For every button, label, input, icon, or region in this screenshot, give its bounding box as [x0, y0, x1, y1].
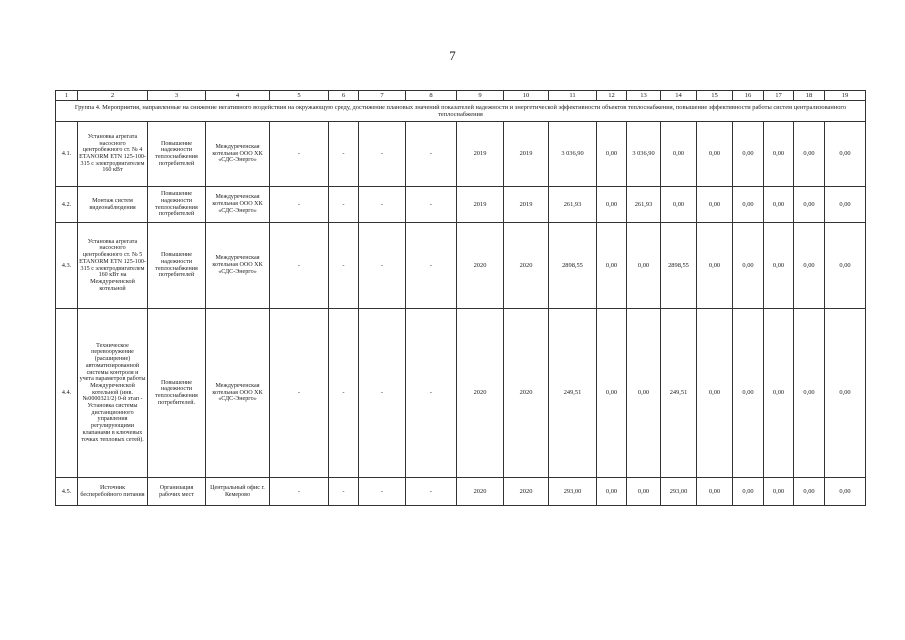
cell-c15: 0,00	[697, 223, 733, 309]
cell-measure: Техническое перевооружение (расширение) автоматизированной системы контроля и учета параметров работы Междуреченской котельной (инв. №0000321/2) 0-й этап - Установка системы дистанционного управления регулирующими клапанами в ключевых точках тепловых сетей).	[78, 309, 148, 478]
column-header: 12	[597, 91, 627, 101]
column-header: 19	[825, 91, 866, 101]
cell-c18: 0,00	[794, 223, 825, 309]
cell-end-year: 2019	[504, 187, 549, 223]
cell-c18: 0,00	[794, 478, 825, 506]
cell-c18: 0,00	[794, 187, 825, 223]
cell-number: 4.3.	[56, 223, 78, 309]
column-header: 13	[627, 91, 661, 101]
cell-c13: 0,00	[627, 309, 661, 478]
cell-c5: -	[270, 122, 329, 187]
column-number-row	[56, 91, 866, 101]
cell-c16: 0,00	[733, 122, 764, 187]
cell-number: 4.2.	[56, 187, 78, 223]
cell-c6: -	[329, 187, 359, 223]
column-header: 3	[148, 91, 206, 101]
column-header: 4	[206, 91, 270, 101]
cell-location: Междуреченская котельная ООО ХК «СДС-Энерго»	[206, 122, 270, 187]
cell-c11: 293,00	[549, 478, 597, 506]
table-row	[56, 187, 866, 223]
table-row	[56, 309, 866, 478]
group-title: Группа 4. Мероприятия, направленные на снижение негативного воздействия на окружающую среду, достижение плановых значений показателей надежности и энергетической эффективности объектов теплоснабжения, повышение эффективности работы систем централизованного теплоснабжения	[56, 101, 866, 122]
cell-c6: -	[329, 309, 359, 478]
cell-location: Междуреченская котельная ООО ХК «СДС-Энерго»	[206, 309, 270, 478]
cell-c8: -	[406, 223, 457, 309]
column-header: 6	[329, 91, 359, 101]
cell-c14: 0,00	[661, 187, 697, 223]
cell-measure: Установка агрегата насосного центробежного ст. № 4 ETANORM ETN 125-100-315 с электродвигателем 160 кВт	[78, 122, 148, 187]
column-header: 15	[697, 91, 733, 101]
group-row	[56, 101, 866, 122]
cell-c15: 0,00	[697, 122, 733, 187]
cell-c17: 0,00	[764, 309, 794, 478]
page-number: 7	[449, 48, 456, 63]
column-header: 10	[504, 91, 549, 101]
cell-c7: -	[359, 187, 406, 223]
cell-c14: 0,00	[661, 122, 697, 187]
cell-c14: 293,00	[661, 478, 697, 506]
cell-c16: 0,00	[733, 478, 764, 506]
cell-end-year: 2020	[504, 478, 549, 506]
cell-c7: -	[359, 223, 406, 309]
cell-c8: -	[406, 187, 457, 223]
cell-c13: 0,00	[627, 478, 661, 506]
table-row	[56, 478, 866, 506]
cell-end-year: 2019	[504, 122, 549, 187]
column-header: 2	[78, 91, 148, 101]
cell-start-year: 2020	[457, 309, 504, 478]
cell-start-year: 2019	[457, 122, 504, 187]
cell-location: Междуреченская котельная ООО ХК «СДС-Энерго»	[206, 187, 270, 223]
cell-purpose: Повышение надежности теплоснабжения потребителей	[148, 122, 206, 187]
cell-c13: 261,93	[627, 187, 661, 223]
cell-c12: 0,00	[597, 223, 627, 309]
cell-c15: 0,00	[697, 187, 733, 223]
column-header: 11	[549, 91, 597, 101]
cell-measure: Источник бесперебойного питания	[78, 478, 148, 506]
column-header: 7	[359, 91, 406, 101]
cell-c8: -	[406, 309, 457, 478]
cell-c5: -	[270, 223, 329, 309]
cell-c16: 0,00	[733, 223, 764, 309]
cell-c8: -	[406, 478, 457, 506]
cell-c11: 2898,55	[549, 223, 597, 309]
cell-c6: -	[329, 122, 359, 187]
cell-c6: -	[329, 223, 359, 309]
cell-end-year: 2020	[504, 309, 549, 478]
cell-c12: 0,00	[597, 478, 627, 506]
cell-start-year: 2019	[457, 187, 504, 223]
column-header: 8	[406, 91, 457, 101]
column-header: 18	[794, 91, 825, 101]
cell-c18: 0,00	[794, 122, 825, 187]
cell-c11: 261,93	[549, 187, 597, 223]
cell-c5: -	[270, 478, 329, 506]
cell-c5: -	[270, 187, 329, 223]
cell-c11: 3 036,90	[549, 122, 597, 187]
cell-c7: -	[359, 309, 406, 478]
cell-c11: 249,51	[549, 309, 597, 478]
cell-c17: 0,00	[764, 122, 794, 187]
cell-location: Междуреченская котельная ООО ХК «СДС-Энерго»	[206, 223, 270, 309]
cell-number: 4.4.	[56, 309, 78, 478]
cell-c19: 0,00	[825, 478, 866, 506]
cell-end-year: 2020	[504, 223, 549, 309]
cell-start-year: 2020	[457, 478, 504, 506]
column-header: 17	[764, 91, 794, 101]
cell-c19: 0,00	[825, 122, 866, 187]
cell-measure: Монтаж систем видеонаблюдения	[78, 187, 148, 223]
cell-purpose: Организация рабочих мест	[148, 478, 206, 506]
cell-c18: 0,00	[794, 309, 825, 478]
cell-c19: 0,00	[825, 309, 866, 478]
cell-c14: 249,51	[661, 309, 697, 478]
cell-c17: 0,00	[764, 187, 794, 223]
cell-c19: 0,00	[825, 223, 866, 309]
cell-purpose: Повышение надежности теплоснабжения потребителей	[148, 223, 206, 309]
cell-purpose: Повышение надежности теплоснабжения потребителей.	[148, 309, 206, 478]
cell-c13: 3 036,90	[627, 122, 661, 187]
cell-number: 4.1.	[56, 122, 78, 187]
table-row	[56, 122, 866, 187]
cell-c17: 0,00	[764, 223, 794, 309]
cell-c8: -	[406, 122, 457, 187]
cell-c12: 0,00	[597, 187, 627, 223]
column-header: 5	[270, 91, 329, 101]
cell-location: Центральный офис г. Кемерово	[206, 478, 270, 506]
cell-purpose: Повышение надежности теплоснабжения потребителей	[148, 187, 206, 223]
cell-measure: Установка агрегата насосного центробежного ст. № 5 ETANORM ETN 125-100-315 с электродвигателем 160 кВт на Междуреченской котельной	[78, 223, 148, 309]
cell-c7: -	[359, 478, 406, 506]
cell-c13: 0,00	[627, 223, 661, 309]
column-header: 16	[733, 91, 764, 101]
cell-c19: 0,00	[825, 187, 866, 223]
cell-c7: -	[359, 122, 406, 187]
cell-c16: 0,00	[733, 309, 764, 478]
cell-start-year: 2020	[457, 223, 504, 309]
column-header: 14	[661, 91, 697, 101]
measures-table	[55, 90, 866, 506]
cell-c15: 0,00	[697, 478, 733, 506]
cell-c17: 0,00	[764, 478, 794, 506]
cell-c5: -	[270, 309, 329, 478]
cell-c14: 2898,55	[661, 223, 697, 309]
column-header: 9	[457, 91, 504, 101]
cell-c15: 0,00	[697, 309, 733, 478]
cell-c12: 0,00	[597, 122, 627, 187]
column-header: 1	[56, 91, 78, 101]
cell-number: 4.5.	[56, 478, 78, 506]
cell-c12: 0,00	[597, 309, 627, 478]
cell-c16: 0,00	[733, 187, 764, 223]
cell-c6: -	[329, 478, 359, 506]
table-row	[56, 223, 866, 309]
